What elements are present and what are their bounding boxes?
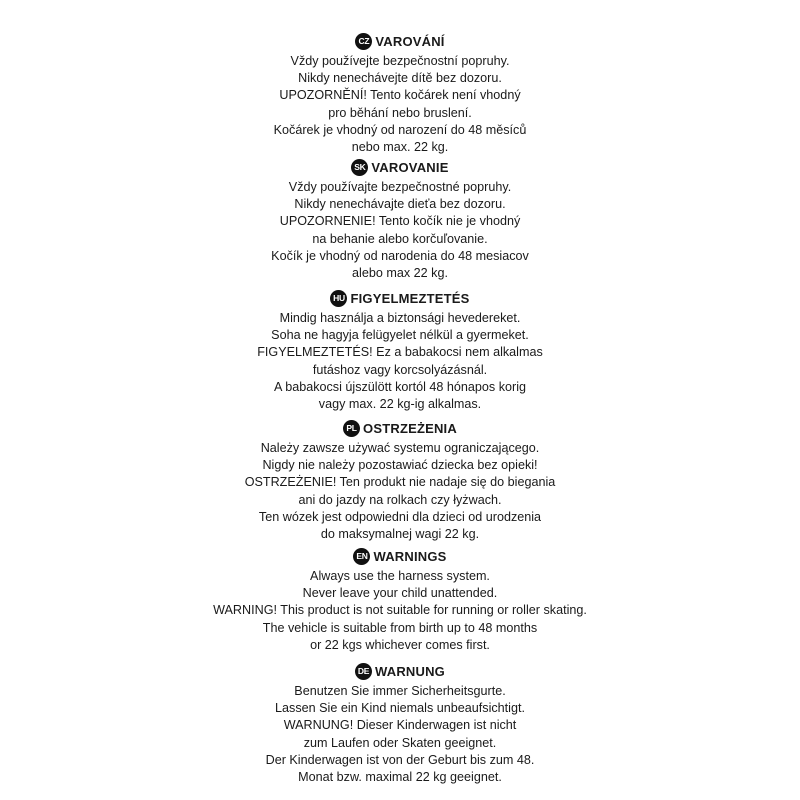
warning-text-line: Benutzen Sie immer Sicherheitsgurte. xyxy=(294,684,506,698)
section-title: WARNINGS xyxy=(373,548,447,564)
section-heading xyxy=(0,31,800,51)
language-badge-icon: EN xyxy=(353,548,370,565)
language-badge-icon: PL xyxy=(343,420,360,437)
warning-text-line: zum Laufen oder Skaten geeignet. xyxy=(303,735,497,750)
warning-text-line: Kočárek je vhodný od narození do 48 měsíců xyxy=(273,122,527,137)
warning-text-line: Monat bzw. maximal 22 kg geeignet. xyxy=(298,770,502,785)
section-heading xyxy=(0,288,800,308)
warning-text-line: do maksymalnej wagi 22 kg. xyxy=(320,527,480,542)
warning-text-line: vagy max. 22 kg-ig alkalmas. xyxy=(318,397,482,412)
warning-text-line: Always use the harness system. xyxy=(310,569,490,583)
section-heading xyxy=(0,546,800,566)
language-badge-icon: DE xyxy=(355,663,372,680)
section-heading xyxy=(0,157,800,177)
warning-text-line: Nikdy nenechávajte dieťa bez dozoru. xyxy=(294,197,506,212)
warning-text-line: pro běhání nebo bruslení. xyxy=(328,105,472,120)
warning-text-line: ani do jazdy na rolkach czy łyżwach. xyxy=(298,492,502,507)
warning-section-pl xyxy=(0,418,800,543)
warning-text-line: UPOZORNĚNÍ! Tento kočárek není vhodný xyxy=(279,88,521,103)
warning-text-line: Vždy používejte bezpečnostní popruhy. xyxy=(290,54,510,68)
warning-text-line: nebo max. 22 kg. xyxy=(351,140,449,155)
warning-text-line: Mindig használja a biztonsági hevedereket. xyxy=(279,311,521,325)
warning-text-line: The vehicle is suitable from birth up to 48 months xyxy=(262,620,538,635)
warning-section-sk xyxy=(0,157,800,282)
section-title: FIGYELMEZTETÉS xyxy=(350,290,470,306)
section-title: OSTRZEŻENIA xyxy=(363,420,457,436)
language-badge-icon: CZ xyxy=(355,33,372,50)
warning-section-de xyxy=(0,661,800,786)
warning-text-line: Der Kinderwagen ist von der Geburt bis zum 48. xyxy=(265,752,535,767)
warning-text-line: UPOZORNENIE! Tento kočík nie je vhodný xyxy=(279,214,521,229)
language-badge-icon: SK xyxy=(351,159,368,176)
warning-text-line: futáshoz vagy korcsolyázásnál. xyxy=(312,362,488,377)
warning-text-line: Nigdy nie należy pozostawiać dziecka bez opieki! xyxy=(262,458,538,473)
warning-text-line: Należy zawsze używać systemu ograniczającego. xyxy=(260,441,540,455)
warning-text-line: Never leave your child unattended. xyxy=(302,586,498,601)
language-badge-icon: HU xyxy=(330,290,347,307)
warning-section-en xyxy=(0,546,800,654)
warning-text-line: alebo max 22 kg. xyxy=(352,266,448,281)
section-title: VAROVÁNÍ xyxy=(375,33,445,49)
warning-section-cz xyxy=(0,31,800,156)
warning-text-line: Kočík je vhodný od narodenia do 48 mesiacov xyxy=(271,248,529,263)
section-title: VAROVANIE xyxy=(371,159,449,175)
warning-text-line: Lassen Sie ein Kind niemals unbeaufsichtigt. xyxy=(275,701,525,716)
warning-text-line: OSTRZEŻENIE! Ten produkt nie nadaje się do biegania xyxy=(244,475,556,490)
warning-text-line: Nikdy nenechávejte dítě bez dozoru. xyxy=(298,71,502,86)
section-heading xyxy=(0,661,800,681)
warning-text-line: na behanie alebo korčuľovanie. xyxy=(312,231,488,246)
section-heading xyxy=(0,418,800,438)
warning-text-line: A babakocsi újszülött kortól 48 hónapos korig xyxy=(273,379,527,394)
warning-text-line: Vždy používajte bezpečnostné popruhy. xyxy=(288,180,512,194)
warning-text-line: Ten wózek jest odpowiedni dla dzieci od urodzenia xyxy=(258,509,542,524)
warning-text-line: WARNUNG! Dieser Kinderwagen ist nicht xyxy=(283,718,517,733)
warning-text-line: or 22 kgs whichever comes first. xyxy=(310,637,490,652)
warning-text-line: WARNING! This product is not suitable for running or roller skating. xyxy=(213,603,587,618)
section-title: WARNUNG xyxy=(374,663,445,679)
warning-section-hu xyxy=(0,288,800,413)
warning-text-line: Soha ne hagyja felügyelet nélkül a gyermeket. xyxy=(271,328,529,343)
warning-text-line: FIGYELMEZTETÉS! Ez a babakocsi nem alkalmas xyxy=(257,345,543,360)
